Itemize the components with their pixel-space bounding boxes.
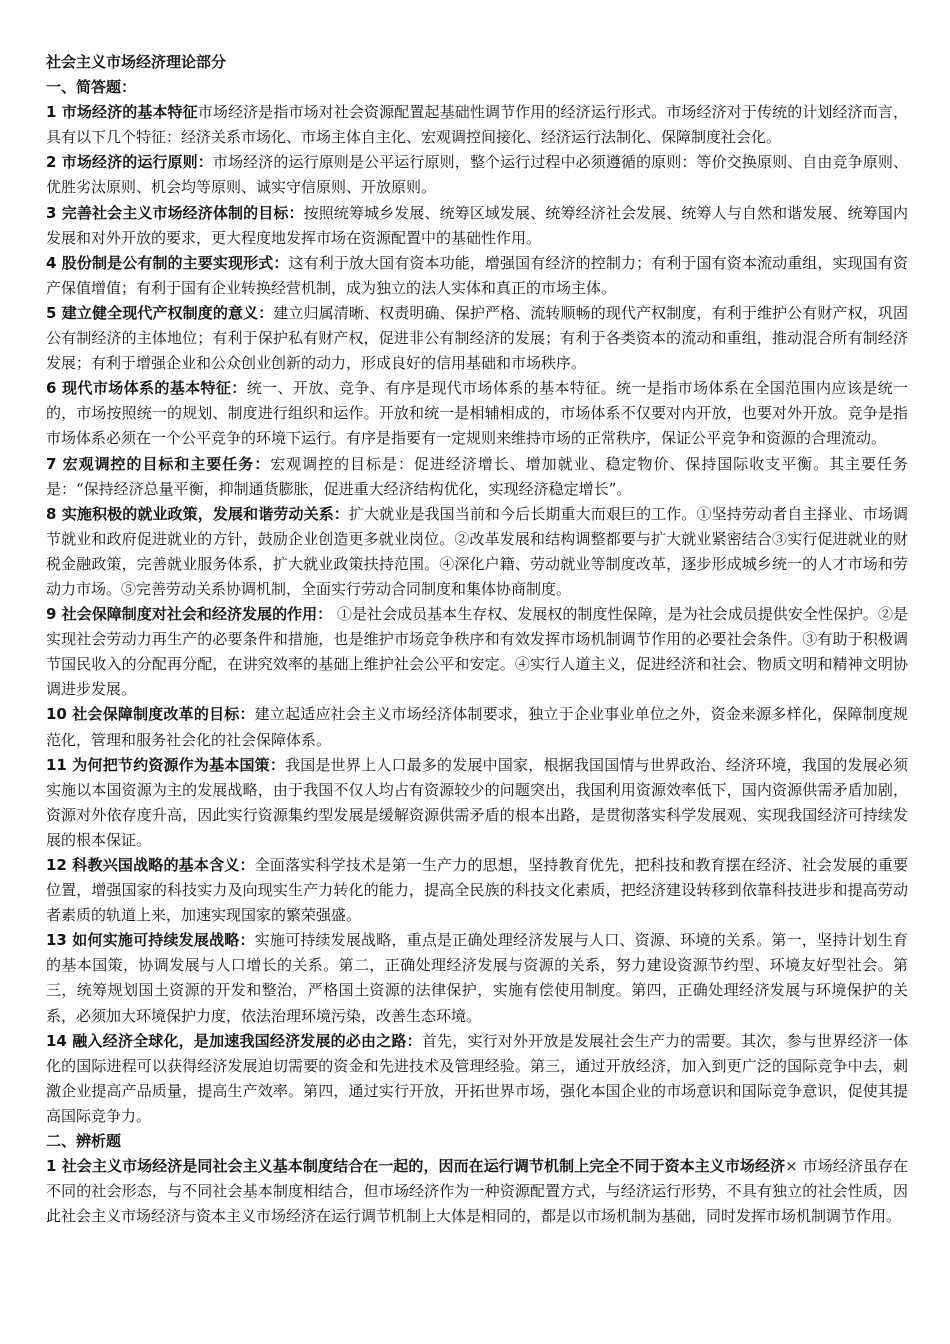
question-item xyxy=(46,251,908,301)
question-answer: 全面落实科学技术是第一生产力的思想，坚持教育优先，把科技和教育摆在经济、社会发展的重要位置，增强国家的科技实力及向现实生产力转化的能力，提高全民族的科技文化素质，把经济建设转移到依靠科技进步和提高劳动者素质的轨道上来，加速实现国家的繁荣强盛。 xyxy=(46,856,908,925)
question-title: 7 宏观调控的目标和主要任务： xyxy=(46,454,271,473)
document-title: 社会主义市场经济理论部分 xyxy=(46,53,227,71)
question-title: 11 为何把节约资源作为基本国策： xyxy=(46,755,286,774)
question-item xyxy=(46,376,908,451)
question-answer: ①是社会成员基本生存权、发展权的制度性保障，是为社会成员提供安全性保护。②是实现社会劳动力再生产的必要条件和措施，也是维护市场竞争秩序和有效发挥市场机制调节作用的必要社会条件。③有助于积极调节国民收入的分配再分配，在讲究效率的基础上维护社会公平和安定。④实行人道主义，促进经济和社会、物质文明和精神文明协调进步发展。 xyxy=(46,605,908,699)
section-heading-analysis: 二、辨析题 xyxy=(46,1132,122,1151)
section-heading-short-answer: 一、简答题： xyxy=(46,78,137,97)
question-title: 12 科教兴国战略的基本含义： xyxy=(46,856,255,874)
question-item xyxy=(46,928,908,1028)
question-item xyxy=(46,853,908,928)
question-answer: 我国是世界上人口最多的发展中国家，根据我国国情与世界政治、经济环境，我国的发展必须实施以本国资源为主的发展战略，由于我国不仅人均占有资源较少的问题突出，我国利用资源效率低下，国内资源供需矛盾加剧，资源对外依存度升高，因此实行资源集约型发展是缓解资源供需矛盾的根本出路，是贯彻落实科学发展观、实现我国经济可持续发展的根本保证。 xyxy=(46,755,908,849)
question-title: 1 市场经济的基本特征 xyxy=(46,103,198,122)
question-answer: 市场经济的运行原则是公平运行原则，整个运行过程中必须遵循的原则：等价交换原则、自由竞争原则、优胜劣汰原则、机会均等原则、诚实守信原则、开放原则。 xyxy=(46,153,908,197)
question-title: 10 社会保障制度改革的目标： xyxy=(46,705,255,724)
question-item xyxy=(46,301,908,376)
question-answer: 首先，实行对外开放是发展社会生产力的需要。其次，参与世界经济一体化的国际进程可以获得经济发展迫切需要的资金和先进技术及管理经验。第三，通过开放经济，加入到更广泛的国际竞争中去，刺激企业提高产品质量，提高生产效率。第四，通过实行开放，开拓世界市场，强化本国企业的市场意识和国际竞争意识，促使其提高国际竞争力。 xyxy=(46,1031,908,1125)
question-item xyxy=(46,150,908,200)
analysis-title: 1 社会主义市场经济是同社会主义基本制度结合在一起的，因而在运行调节机制上完全不同于资本主义市场经济 xyxy=(46,1157,786,1176)
question-item xyxy=(46,753,908,853)
analysis-item xyxy=(46,1154,908,1229)
question-item xyxy=(46,201,908,251)
question-answer: 建立起适应社会主义市场经济体制要求，独立于企业事业单位之外，资金来源多样化，保障制度规范化，管理和服务社会化的社会保障体系。 xyxy=(46,705,908,749)
question-answer: 统一、开放、竞争、有序是现代市场体系的基本特征。统一是指市场体系在全国范围内应该是统一的，市场按照统一的规划、制度进行组织和运作。开放和统一是相辅相成的，市场体系不仅要对内开放，也要对外开放。竞争是指市场体系必须在一个公平竞争的环境下运行。有序是指要有一定规则来维持市场的正常秩序，保证公平竞争和资源的合理流动。 xyxy=(46,379,908,448)
document-page xyxy=(46,50,908,1229)
question-answer: 按照统筹城乡发展、统筹区域发展、统筹经济社会发展、统筹人与自然和谐发展、统筹国内发展和对外开放的要求，更大程度地发挥市场在资源配置中的基础性作用。 xyxy=(46,203,908,247)
question-item xyxy=(46,1029,908,1129)
question-answer: 宏观调控的目标是：促进经济增长、增加就业、稳定物价、保持国际收支平衡。其主要任务是：“保持经济总量平衡，抑制通货膨胀，促进重大经济结构优化，实现经济稳定增长”。 xyxy=(46,454,908,498)
question-title: 3 完善社会主义市场经济体制的目标： xyxy=(46,203,304,222)
analysis-answer: × 市场经济虽存在不同的社会形态，与不同社会基本制度相结合，但市场经济作为一种资源配置方式，与经济运行形势，不具有独立的社会性质，因此社会主义市场经济与资本主义市场经济在运行调节机制上大体是相同的，都是以市场机制为基础，同时发挥市场机制调节作用。 xyxy=(46,1157,908,1226)
question-title: 4 股份制是公有制的主要实现形式： xyxy=(46,253,289,272)
question-title: 14 融入经济全球化，是加速我国经济发展的必由之路： xyxy=(46,1031,422,1050)
question-answer: 实施可持续发展战略，重点是正确处理经济发展与人口、资源、环境的关系。第一，坚持计划生育的基本国策，协调发展与人口增长的关系。第二，正确处理经济发展与资源的关系，努力建设资源节约型、环境友好型社会。第三，统筹规划国土资源的开发和整治，严格国土资源的法律保护，实施有偿使用制度。第四，正确处理经济发展与环境保护的关系，必须加大环境保护力度，依法治理环境污染，改善生态环境。 xyxy=(46,931,908,1025)
question-title: 6 现代市场体系的基本特征： xyxy=(46,379,247,398)
question-answer: 扩大就业是我国当前和今后长期重大而艰巨的工作。①坚持劳动者自主择业、市场调节就业和政府促进就业的方针，鼓励企业创造更多就业岗位。②改革发展和结构调整都要与扩大就业紧密结合③实行促进就业的财税金融政策，完善就业服务体系，扩大就业政策扶持范围。④深化户籍、劳动就业等制度改革，逐步形成城乡统一的人才市场和劳动力市场。⑤完善劳动关系协调机制，全面实行劳动合同制度和集体协商制度。 xyxy=(46,504,908,598)
question-answer: 这有利于放大国有资本功能，增强国有经济的控制力；有利于国有资本流动重组，实现国有资产保值增值；有利于国有企业转换经营机制，成为独立的法人实体和真正的市场主体。 xyxy=(46,253,908,297)
question-title: 5 建立健全现代产权制度的意义： xyxy=(46,303,274,322)
question-item xyxy=(46,602,908,702)
question-item xyxy=(46,100,908,150)
question-answer: 建立归属清晰、权责明确、保护严格、流转顺畅的现代产权制度，有利于维护公有财产权，巩固公有制经济的主体地位；有利于保护私有财产权，促进非公有制经济的发展；有利于各类资本的流动和重组，推动混合所有制经济发展；有利于增强企业和公众创业创新的动力，形成良好的信用基础和市场秩序。 xyxy=(46,303,908,373)
question-item xyxy=(46,702,908,752)
question-title: 13 如何实施可持续发展战略： xyxy=(46,931,255,950)
question-title: 2 市场经济的运行原则： xyxy=(46,153,213,172)
question-title: 9 社会保障制度对社会和经济发展的作用： xyxy=(46,605,333,624)
question-item xyxy=(46,452,908,502)
question-answer: 市场经济是指市场对社会资源配置起基础性调节作用的经济运行形式。市场经济对于传统的计划经济而言，具有以下几个特征：经济关系市场化、市场主体自主化、宏观调控间接化、经济运行法制化、保障制度社会化。 xyxy=(46,103,908,147)
question-title: 8 实施积极的就业政策，发展和谐劳动关系： xyxy=(46,504,349,523)
question-item xyxy=(46,502,908,602)
